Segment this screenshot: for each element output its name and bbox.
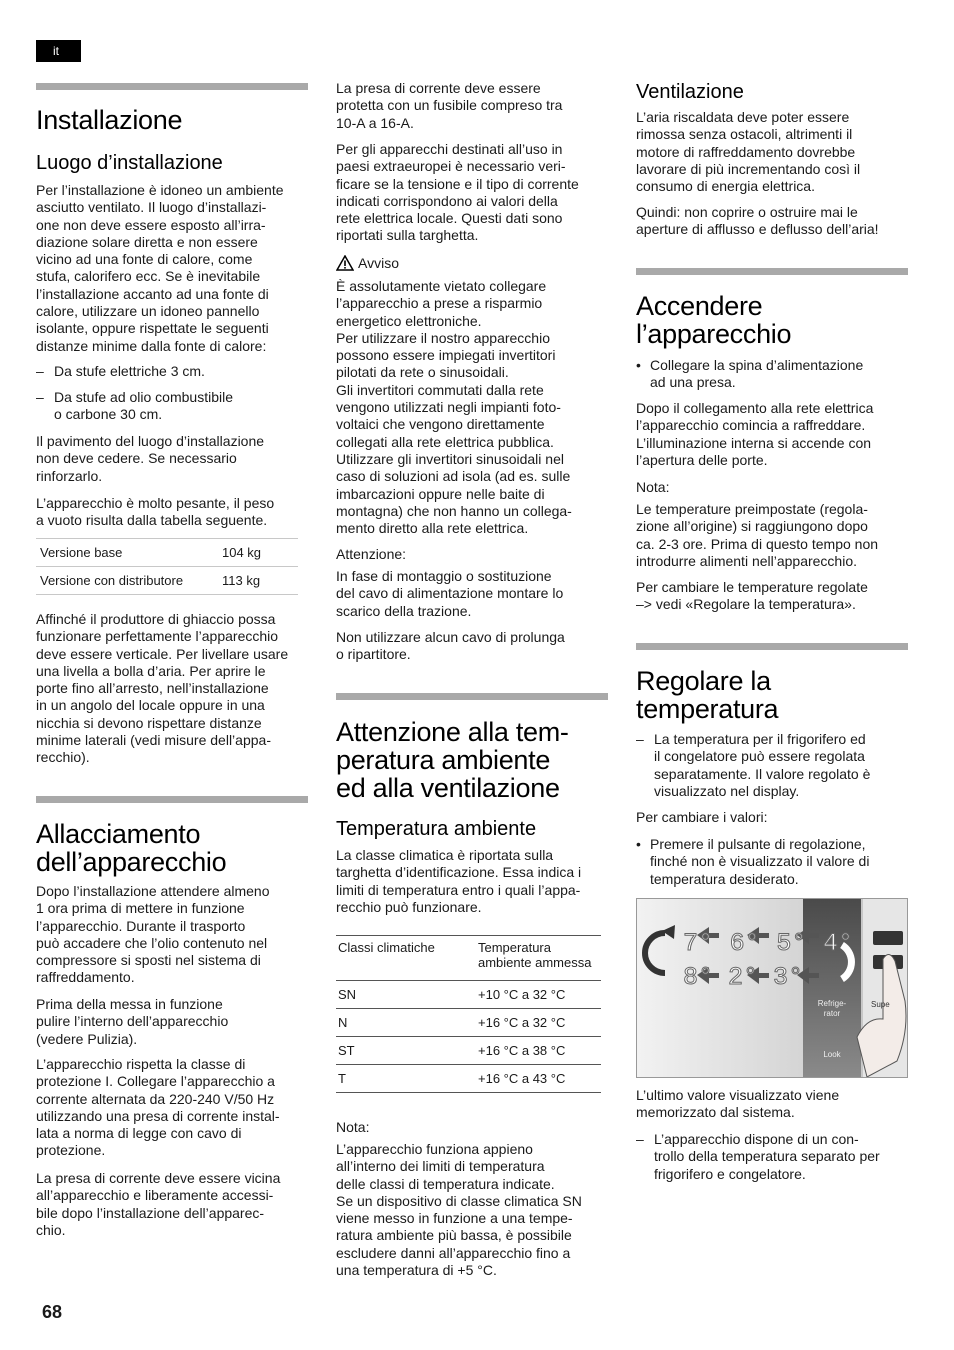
text-line: in un angolo del locale oppure in una — [36, 697, 265, 714]
column-header: Temperatura ambiente ammessa — [476, 936, 601, 981]
table-cell: N — [336, 1009, 476, 1037]
paragraph — [36, 996, 308, 1048]
temp-value: 7° — [683, 929, 714, 958]
temp-value: 6° — [729, 929, 760, 958]
text-line: Per cambiare le temperature regolate — [636, 579, 868, 595]
text-line: Le temperature preimpostate (regola- — [636, 501, 868, 517]
text-line: rete elettrica locale. Questi dati sono — [336, 210, 563, 227]
text-line: È assolutamente vietato collegare — [336, 278, 547, 294]
text-line: a vuoto risulta dalla tabella seguente. — [36, 512, 268, 529]
temp-value: 2° — [727, 963, 758, 992]
text-line: raffreddamento. — [36, 969, 135, 986]
table-cell: 104 kg — [218, 539, 298, 567]
bullet-item: • Collegare la spina d’alimentazione ad una presa. — [636, 357, 864, 391]
text-line: o ripartitore. — [336, 646, 411, 663]
dash-item: – L’apparecchio dispone di un con- trollo della temperatura separato per frigorifero e congelatore. — [636, 1131, 880, 1182]
text-line: rimossa senza ostacoli, altrimenti il — [636, 126, 853, 143]
freezer-temperature-row — [683, 963, 803, 993]
text-line: Se un dispositivo di classe climatica SN — [336, 1192, 582, 1209]
avviso-label: Avviso — [336, 255, 608, 272]
text-line: 10-A a 16-A. — [336, 114, 414, 131]
paragraph — [336, 629, 608, 664]
text-line: separatamente. Il valore regolato è — [654, 765, 871, 782]
paragraph — [336, 141, 608, 245]
table-cell: +16 °C a 32 °C — [476, 1009, 601, 1037]
text-line: (vedere Pulizia). — [36, 1030, 138, 1047]
climate-class-table — [336, 935, 601, 1093]
avviso-text — [336, 278, 608, 537]
text-line: l’installazione accanto ad una fonte di — [36, 285, 269, 302]
text-line: recchio può funzionare. — [336, 898, 482, 915]
text-line: possono essere impiegati invertitori — [336, 347, 556, 364]
text-line: utilizzando una presa di corrente instal- — [36, 1107, 280, 1124]
text-line: Accendere — [636, 291, 763, 321]
text-line: non deve cedere. Se necessario — [36, 450, 237, 467]
text-line: deve essere verticale. Per livellare usare — [36, 645, 289, 662]
text-line: L’apparecchio rispetta la classe di — [36, 1056, 246, 1072]
text-line: corrente alternata da 220-240 V/50 Hz — [36, 1090, 275, 1107]
text-line: La presa di corrente deve essere vicina — [36, 1170, 281, 1186]
table-cell: Versione base — [36, 539, 218, 567]
dash-item: – La temperatura per il frigorifero ed il congelatore può essere regolata separatamente. Il valore regolato è visualizzato nel display. — [636, 731, 871, 799]
text-line: Il pavimento del luogo d’installazione — [36, 433, 265, 449]
text-line: ad una presa. — [650, 374, 736, 391]
text-line: rinforzarlo. — [36, 467, 103, 484]
text-line: l’apparecchio a prese a risparmio — [336, 295, 543, 312]
paragraph — [636, 204, 908, 239]
text-line: La temperatura per il frigorifero ed — [654, 731, 866, 747]
text-line: ficare se la tensione e il tipo di corrente — [336, 175, 579, 192]
text-line: montagna) che non hanno un collega- — [336, 502, 572, 519]
text-line: ca. 2-3 ore. Prima di questo tempo non — [636, 535, 879, 552]
subheading-temperatura-ambiente: Temperatura ambiente — [336, 818, 537, 840]
section-divider — [36, 83, 308, 90]
text-line: collegati alla rete elettrica pubblica. — [336, 433, 554, 450]
text-line: pulire l’interno dell’apparecchio — [36, 1013, 229, 1030]
text-line: L’illuminazione interna si accende con — [636, 434, 872, 451]
text-line: l’apertura delle porte. — [636, 451, 768, 468]
subheading-ventilazione: Ventilazione — [636, 81, 744, 103]
paragraph — [636, 501, 908, 570]
paragraph — [336, 847, 608, 916]
section-title-installazione: Installazione — [36, 105, 183, 135]
temp-value: 3° — [772, 963, 803, 992]
text-line: Premere il pulsante di regolazione, — [650, 836, 866, 852]
text-line: visualizzato nel display. — [654, 782, 800, 799]
table-row — [336, 981, 601, 1009]
text-line: introdurre alimenti nell’apparecchio. — [636, 552, 858, 569]
text-line: lata a norma di legge con cavo di — [36, 1125, 242, 1142]
table-cell: +16 °C a 43 °C — [476, 1065, 601, 1093]
temp-value-selected: 4° — [822, 929, 853, 958]
nota-label: Nota: — [636, 479, 670, 495]
paragraph — [36, 182, 308, 355]
text-line: caso di soluzioni ad isola (ad es. sulle — [336, 468, 571, 485]
text-line: zione all’origine) si raggiungono dopo — [636, 518, 868, 535]
text-line: temperatura — [636, 694, 779, 724]
text-line: motore di raffreddamento dovrebbe — [636, 143, 856, 160]
text-line: ed alla ventilazione — [336, 773, 560, 803]
section-divider — [636, 643, 908, 650]
text-line: l’apparecchio. Durante il trasporto — [36, 917, 246, 934]
text-line: Collegare la spina d’alimentazione — [650, 357, 864, 373]
text-line: mento diretto alla rete elettrica. — [336, 520, 529, 537]
text-line: Attenzione alla tem- — [336, 717, 569, 747]
text-line: recchio). — [36, 749, 90, 766]
text-line: paesi extraeuropei è necessario veri- — [336, 158, 566, 175]
text-line: minime laterali (vedi misure dell’appa- — [36, 732, 271, 749]
subheading-luogo: Luogo d’installazione — [36, 152, 223, 174]
text-line: porte fino all’arresto, nell’installazione — [36, 680, 269, 697]
text-line: una livella a bolla d’aria. Per aprire le — [36, 662, 266, 679]
control-panel-illustration — [636, 898, 908, 1078]
table-cell: ST — [336, 1037, 476, 1065]
section-title-accendere — [636, 292, 908, 348]
table-row — [336, 1065, 601, 1093]
text-line: La presa di corrente deve essere — [336, 80, 541, 96]
text-line: vengono utilizzati negli impianti foto- — [336, 399, 561, 416]
temp-value: 8° — [683, 963, 714, 992]
paragraph — [636, 400, 908, 469]
super-button-label: Supe — [871, 1000, 890, 1009]
text-line: viene messo in funzione a una tempe- — [336, 1210, 573, 1227]
text-line: –> vedi «Regolare la temperatura». — [636, 596, 856, 613]
text-line: all’interno dei limiti di temperatura — [336, 1158, 545, 1175]
text-line: In fase di montaggio o sostituzione — [336, 568, 552, 584]
section-title-temperatura — [336, 718, 608, 802]
table-row — [36, 539, 298, 567]
text-line: Dopo l’installazione attendere almeno — [36, 883, 270, 899]
table-cell: Versione con distributore — [36, 567, 218, 595]
text-line: all’apparecchio e liberamente accessi- — [36, 1187, 274, 1204]
text-line: indicati corrispondono ai valori della — [336, 192, 558, 209]
paragraph — [36, 883, 308, 987]
text-line: 1 ora prima di mettere in funzione — [36, 900, 245, 917]
paragraph — [636, 1087, 908, 1122]
fridge-temperature-row — [683, 929, 853, 959]
look-button-label: Look — [823, 1050, 841, 1059]
text-line: lavorare di più incrementando così il — [636, 160, 861, 177]
text-line: L’apparecchio è molto pesante, il peso — [36, 495, 275, 511]
paragraph — [636, 109, 908, 195]
attenzione-label: Attenzione: — [336, 546, 407, 562]
text-line: il congelatore può essere regolata — [654, 748, 865, 765]
table-cell: +16 °C a 38 °C — [476, 1037, 601, 1065]
text-line: temperatura desiderato. — [650, 870, 799, 887]
text-line: nicchia si devono rispettare distanze — [36, 714, 262, 731]
table-row — [336, 1009, 601, 1037]
text-line: trollo della temperatura separato per — [654, 1148, 880, 1165]
text-line: ratura ambiente più bassa, è possibile — [336, 1227, 572, 1244]
table-cell: T — [336, 1065, 476, 1093]
text-line: una temperatura di +5 °C. — [336, 1262, 497, 1279]
text-line: Da stufe ad olio combustibile — [54, 389, 233, 405]
text-line: protetta con un fusibile compreso tra — [336, 97, 563, 114]
text-line: consumo di energia elettrica. — [636, 178, 815, 195]
text-line: imbarcazioni oppure nelle baite di — [336, 485, 545, 502]
section-divider — [636, 268, 908, 275]
text-line: La classe climatica è riportata sulla — [336, 847, 554, 863]
paragraph — [36, 495, 308, 530]
table-header — [336, 936, 601, 981]
column-2 — [336, 0, 608, 1300]
text-line: pilotati da rete o sinusoidali. — [336, 364, 509, 381]
text-line: scarico della trazione. — [336, 602, 472, 619]
table-cell: SN — [336, 981, 476, 1009]
text-line: isolante, oppure rispettate le seguenti — [36, 320, 269, 337]
text-line: stufa, calorifero ecc. Se è inevitabile — [36, 268, 261, 285]
column-3 — [636, 0, 908, 1300]
section-divider — [36, 796, 308, 803]
text-line: Quindi: non coprire o ostruire mai le — [636, 204, 858, 220]
text-line: Utilizzare gli invertitori sinusoidali nel — [336, 450, 564, 467]
text-line: bile dopo l’installazione dell’apparec- — [36, 1204, 265, 1221]
text-line: aperture di afflusso e deflusso dell’aria! — [636, 221, 879, 238]
text-line: calore, utilizzare un idoneo pannello — [36, 303, 260, 320]
section-title-regolare — [636, 667, 908, 723]
section-title-allacciamento: Allacciamento dell’apparecchio — [36, 819, 227, 877]
text-line: voltaici che vengono direttamente — [336, 416, 545, 433]
text-line: può accadere che l’olio contenuto nel — [36, 934, 268, 951]
dash-item: – Da stufe elettriche 3 cm. — [36, 363, 205, 379]
table-cell: 113 kg — [218, 567, 298, 595]
text-line: Per gli apparecchi destinati all’uso in — [336, 141, 563, 157]
text-line: L’aria riscaldata deve poter essere — [636, 109, 850, 125]
text-line: Prima della messa in funzione — [36, 996, 223, 1012]
text-line: diazione solare diretta e non essere — [36, 233, 258, 250]
text-line: compressore si sposti nel sistema di — [36, 952, 261, 969]
temp-value: 5° — [776, 929, 807, 958]
text-line: limiti di temperatura entro i quali l’appa- — [336, 881, 581, 898]
text-line: Per utilizzare il nostro apparecchio — [336, 329, 550, 346]
text-line: l’apparecchio comincia a raffreddare. — [636, 417, 866, 434]
text-line: del cavo di alimentazione montare lo — [336, 585, 564, 602]
paragraph — [336, 1141, 608, 1279]
text-line: L’ultimo valore visualizzato viene — [636, 1087, 840, 1103]
text-line: vicino ad una fonte di calore, come — [36, 251, 253, 268]
text-line: targhetta d’identificazione. Essa indica i — [336, 864, 582, 881]
text-line: Affinché il produttore di ghiaccio possa — [36, 611, 276, 627]
nota-label: Nota: — [336, 1119, 370, 1135]
page-number: 68 — [42, 1302, 63, 1322]
paragraph — [36, 611, 308, 767]
text-line: escludere danni all’apparecchio fino a — [336, 1244, 571, 1261]
bullet-item: • Premere il pulsante di regolazione, finché non è visualizzato il valore di temperatura desiderato. — [636, 836, 870, 887]
text-line: funzionare perfettamente l’apparecchio — [36, 628, 279, 645]
paragraph — [36, 1056, 308, 1160]
text-line: protezione I. Collegare l’apparecchio a — [36, 1073, 275, 1090]
weight-table — [36, 538, 298, 595]
paragraph — [636, 579, 908, 614]
dash-item: – Da stufe ad olio combustibile o carbone 30 cm. — [36, 389, 233, 423]
text-line: one non deve essere esposto all’irra- — [36, 216, 266, 233]
table-row — [36, 567, 298, 595]
text-line: riportati sulla targhetta. — [336, 227, 479, 244]
column-header: Classi climatiche — [336, 936, 476, 981]
text-line: L’apparecchio funziona appieno — [336, 1141, 533, 1157]
text-line: energetico elettroniche. — [336, 312, 482, 329]
paragraph — [336, 80, 608, 132]
text-line: frigorifero e congelatore. — [654, 1165, 806, 1182]
text-line: chio. — [36, 1221, 66, 1238]
language-tag: it — [36, 40, 81, 62]
text-line: distanze minime dalla fonte di calore: — [36, 337, 267, 354]
text-line: l’apparecchio — [636, 319, 792, 349]
refrigerator-button-label: Refrige- rator — [817, 999, 847, 1018]
text-line: asciutto ventilato. Il luogo d’installazi- — [36, 199, 267, 216]
text-line: peratura ambiente — [336, 745, 551, 775]
paragraph — [36, 1170, 308, 1239]
column-1 — [36, 0, 308, 1300]
text-line: protezione. — [36, 1142, 106, 1159]
paragraph — [336, 568, 608, 620]
table-row — [336, 1037, 601, 1065]
text-line: L’apparecchio dispone di un con- — [654, 1131, 859, 1147]
text-line: Gli invertitori commutati dalla rete — [336, 381, 544, 398]
warning-icon — [336, 255, 354, 271]
text-line: finché non è visualizzato il valore di — [650, 853, 870, 870]
table-cell: +10 °C a 32 °C — [476, 981, 601, 1009]
text-line: delle classi di temperatura indicate. — [336, 1175, 555, 1192]
text-line: Per l’installazione è idoneo un ambiente — [36, 182, 284, 198]
paragraph — [36, 433, 308, 485]
paragraph: Per cambiare i valori: — [636, 809, 768, 825]
text-line: Non utilizzare alcun cavo di prolunga — [336, 629, 565, 645]
text-line: Dopo il collegamento alla rete elettrica — [636, 400, 874, 416]
text-line: o carbone 30 cm. — [54, 406, 163, 423]
text-line: memorizzato dal sistema. — [636, 1104, 795, 1121]
section-divider — [336, 693, 608, 700]
text-line: Regolare la — [636, 666, 771, 696]
